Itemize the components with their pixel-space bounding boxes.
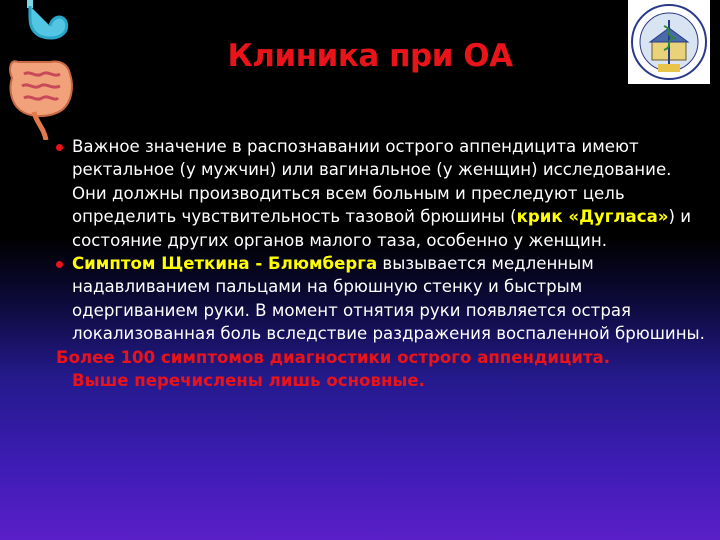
slide-body	[56, 135, 706, 392]
bullet-text: Важное значение в распознавании острого аппендицита имеют ректальное (у мужчин) или вагинальное (у женщин) исследование. Они должны производиться всем больным и преследуют цель определить чувствительность тазовой брюшины (	[72, 137, 672, 227]
bullet-paragraph-rectal-exam	[56, 135, 706, 252]
bullet-marker	[56, 144, 63, 151]
slide-title: Клиника при ОА	[227, 38, 513, 74]
digestive-tract-icon	[0, 0, 84, 140]
highlight-douglas-cry: крик «Дугласа»	[516, 207, 669, 227]
summary-line-1: Более 100 симптомов диагностики острого аппендицита.	[56, 347, 611, 367]
highlight-blumberg-sign: Симптом Щеткина - Блюмберга	[72, 254, 378, 274]
bullet-paragraph-blumberg-sign	[56, 252, 706, 346]
bullet-marker	[56, 261, 63, 268]
summary-line-2: Выше перечислены лишь основные.	[72, 371, 425, 391]
bullet-text: вызывается медленным надавливанием пальцами на брюшную стенку и быстрым одергиванием руки. В момент отнятия руки появляется острая локализованная боль вследствие раздражения воспаленной брюшины.	[72, 254, 705, 344]
medical-university-emblem-icon	[628, 0, 710, 84]
bullet-text: ) и состояние других органов малого таза, особенно у женщин.	[72, 207, 692, 250]
summary-note	[56, 346, 706, 393]
